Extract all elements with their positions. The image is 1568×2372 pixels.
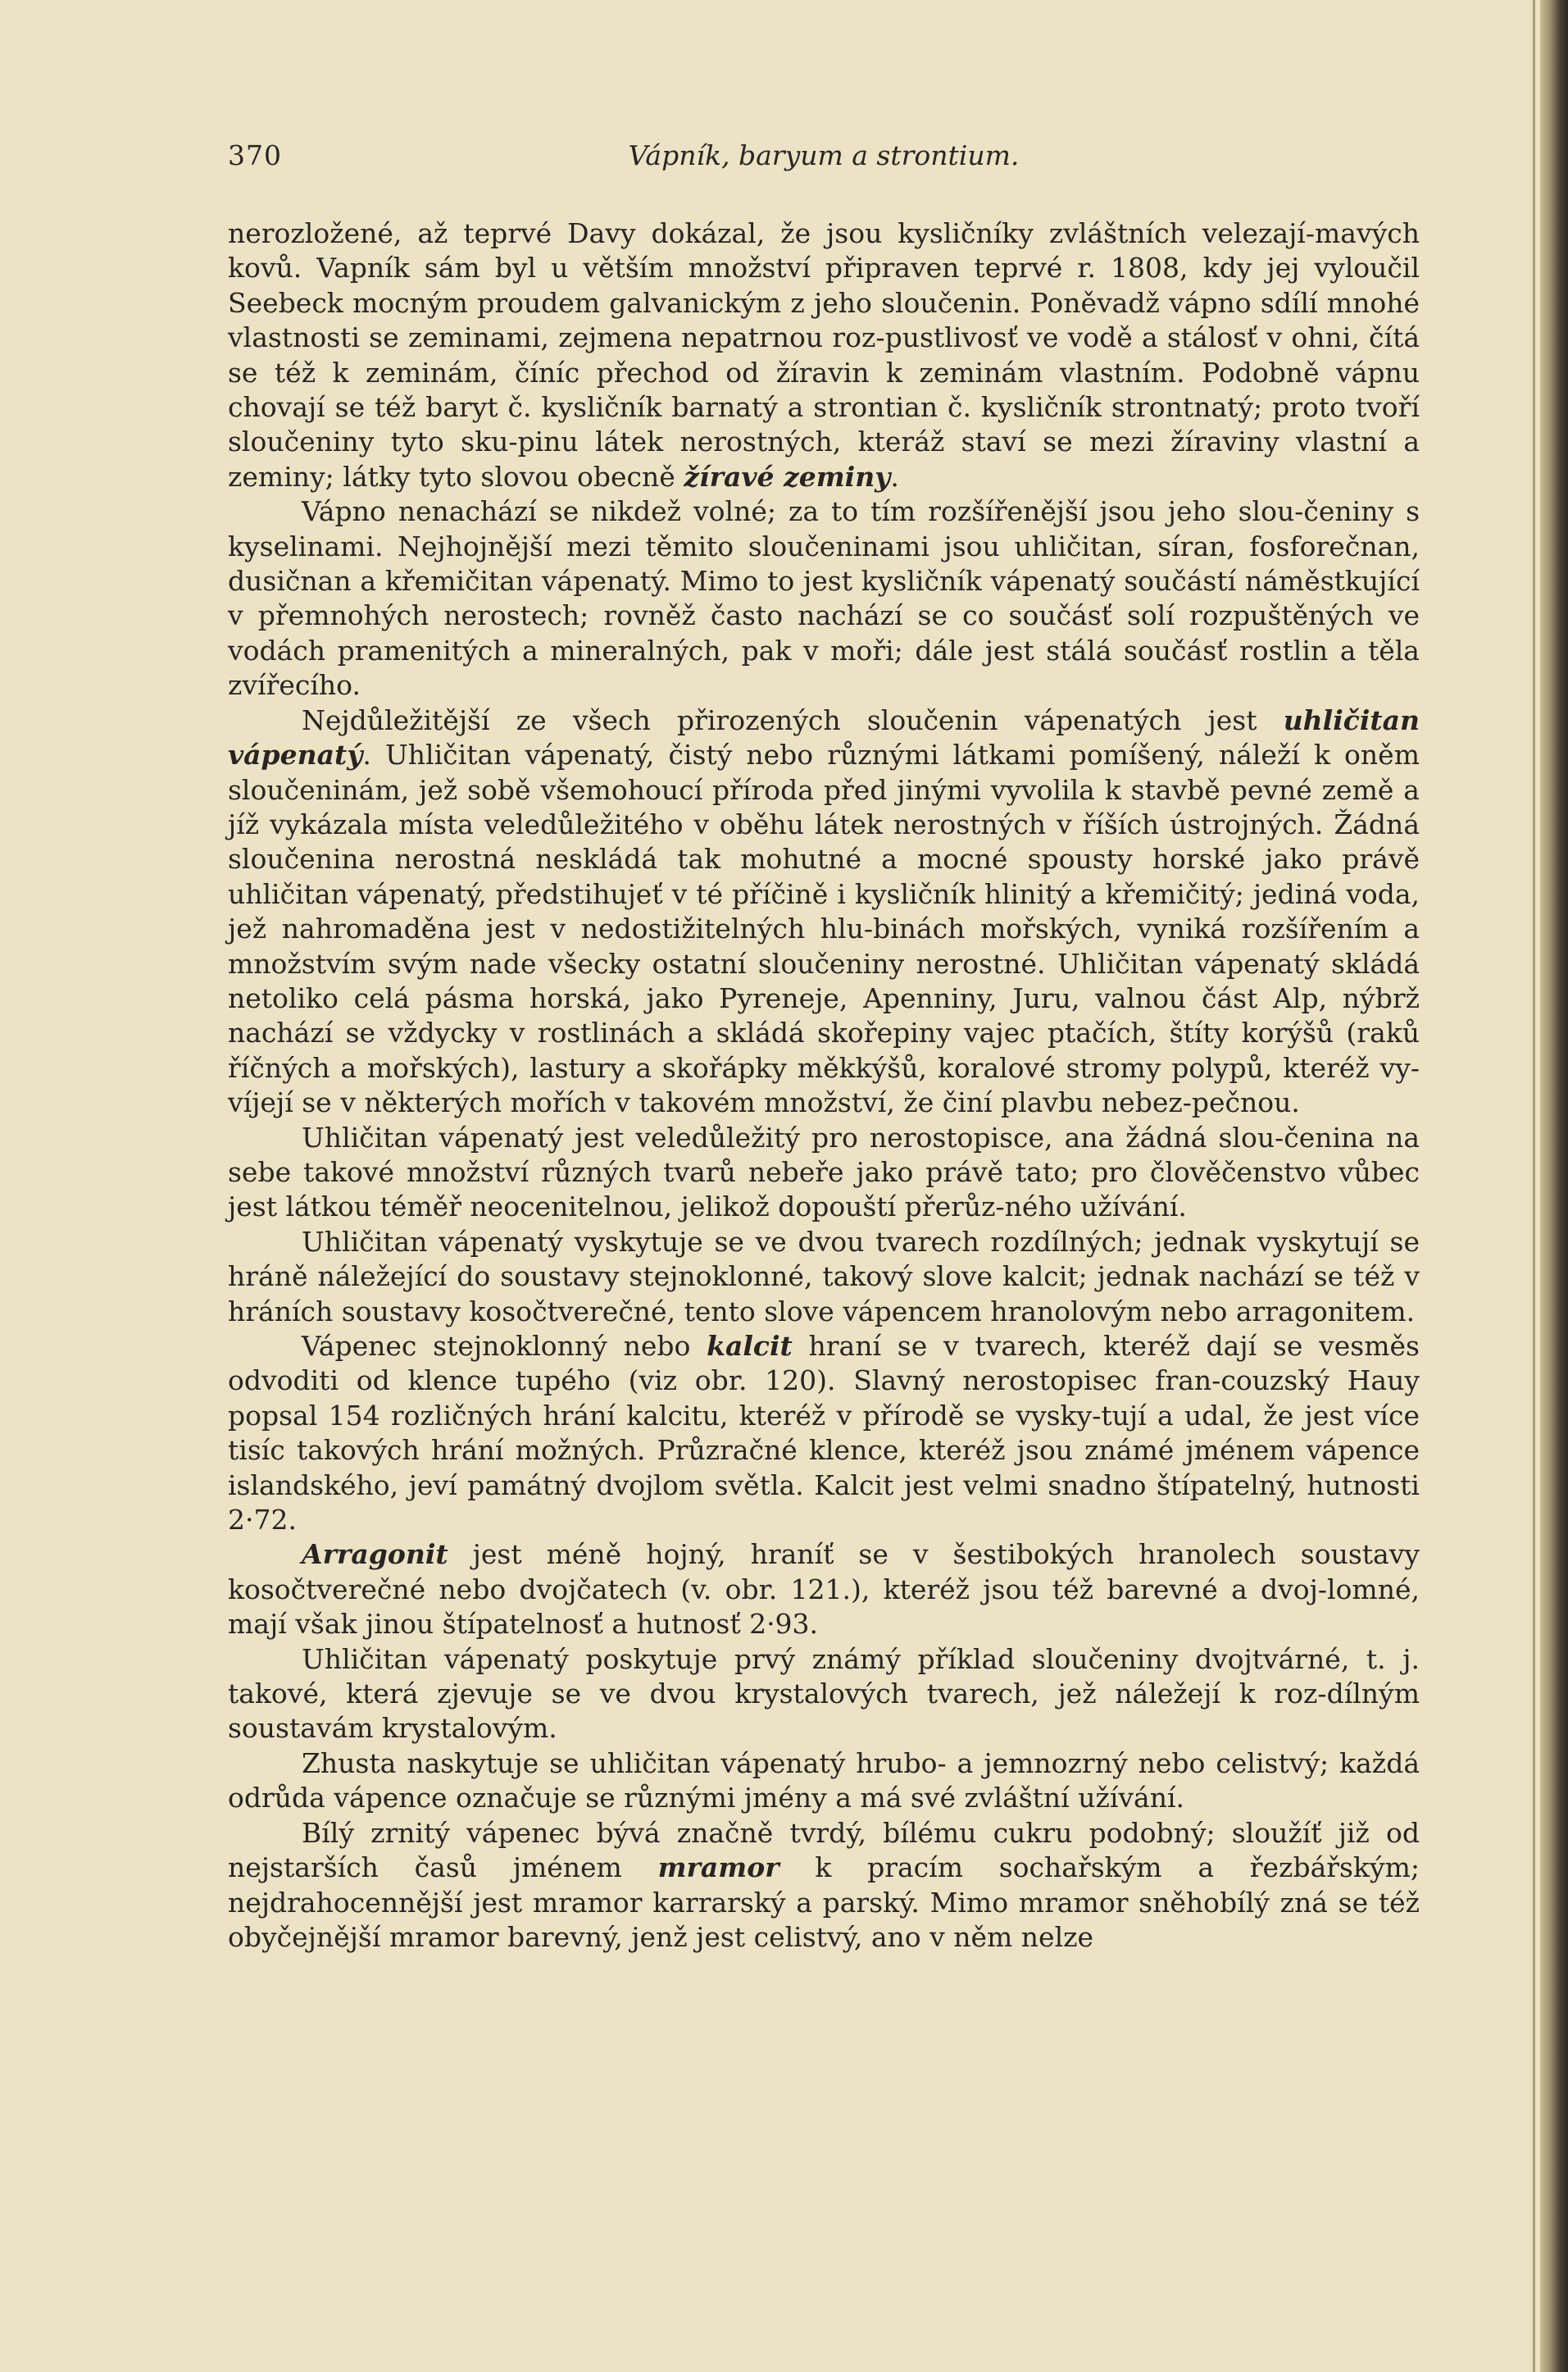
- text-run: Vápno nenachází se nikdež volné; za to tím rozšířenější jsou jeho slou-čeniny s kyselinami. Nejhojnější mezi těmito sloučeninami jsou uhličitan, síran, fosforečnan, dusičnan a křemičitan vápenatý. Mimo to jest kysličník vápenatý součástí náměstkující v přemnohých nerostech; rovněž často nachází se co součásť solí rozpuštěných ve vodách pramenitých a mineralných, pak v moři; dále jest stálá součásť rostlin a těla zvířecího.: [228, 495, 1420, 702]
- page-number: 370: [228, 139, 282, 171]
- text-run: .: [890, 460, 899, 493]
- term-italic: žíravé zeminy: [684, 460, 891, 493]
- paragraph-3: [228, 703, 1420, 1121]
- paragraph-6: [228, 1329, 1420, 1537]
- text-run: . Uhličitan vápenatý, čistý nebo různými látkami pomíšený, náleží k oněm sloučeninám, jež sobě všemohoucí příroda před jinými vyvolila k stavbě pevné země a jíž vykázala místa veledůležitého v oběhu látek nerostných v říších ústrojných. Žádná sloučenina nerostná neskládá tak mohutné a mocné spousty horské jako právě uhličitan vápenatý, předstihujeť v té příčině i kysličník hlinitý a křemičitý; jediná voda, jež nahromaděna jest v nedostižitelných hlu-binách mořských, vyniká rozšířením a množstvím svým nade všecky ostatní sloučeniny nerostné. Uhličitan vápenatý skládá netoliko celá pásma horská, jako Pyreneje, Apenniny, Juru, valnou část Alp, nýbrž nachází se vždycky v rostlinách a skládá skořepiny vajec ptačích, štíty korýšů (raků říčných a mořských), lastury a skořápky měkkýšů, koralové stromy polypů, kteréž vy-víjejí se v některých mořích v takovém množství, že činí plavbu nebez-pečnou.: [228, 739, 1420, 1119]
- binding-shadow-line: [1533, 0, 1535, 2372]
- term-italic: uhličitan vápenatý: [228, 703, 1420, 772]
- text-run: Uhličitan vápenatý poskytuje prvý známý příklad sloučeniny dvojtvárné, t. j. takové, která zjevuje se ve dvou krystalových tvarech, jež náležejí k roz-dílným soustavám krystalovým.: [228, 1642, 1420, 1745]
- paragraph-10: [228, 1816, 1420, 1955]
- paragraph-2: [228, 494, 1420, 703]
- paragraph-1: [228, 216, 1420, 494]
- binding-edge: [1540, 0, 1568, 2372]
- term-italic: Arragonit: [302, 1538, 448, 1571]
- text-run: Nejdůležitější ze všech přirozených sloučenin vápenatých jest: [302, 703, 1284, 736]
- paragraph-5: [228, 1225, 1420, 1329]
- running-title: Vápník, baryum a strontium.: [628, 139, 1020, 171]
- body-text: [228, 216, 1420, 1955]
- text-run: Uhličitan vápenatý vyskytuje se ve dvou tvarech rozdílných; jednak vyskytují se hráně náležející do soustavy stejnoklonné, takový slove kalcit; jednak nachází se též v hráních soustavy kosočtverečné, tento slove vápencem hranolovým nebo arragonitem.: [228, 1225, 1420, 1327]
- text-run: Uhličitan vápenatý jest veledůležitý pro nerostopisce, ana žádná slou-čenina na sebe takové množství různých tvarů nebeře jako právě tato; pro člověčenstvo vůbec jest látkou téměř neocenitelnou, jelikož dopouští přerůz-ného užívání.: [228, 1121, 1420, 1223]
- text-run: k pracím sochařským a řezbářským; nejdrahocennější jest mramor karrarský a parský. Mimo mramor sněhobílý zná se též obyčejnější mramor barevný, jenž jest celistvý, ano v něm nelze: [228, 1851, 1420, 1953]
- text-run: Vápenec stejnoklonný nebo: [302, 1330, 707, 1362]
- text-run: Bílý zrnitý vápenec bývá značně tvrdý, bílému cukru podobný; sloužíť již od nejstarších časů jménem: [228, 1816, 1420, 1884]
- text-run: Zhusta naskytuje se uhličitan vápenatý hrubo- a jemnozrný nebo celistvý; každá odrůda vápence označuje se různými jmény a má své zvláštní užívání.: [228, 1746, 1420, 1814]
- paragraph-4: [228, 1121, 1420, 1225]
- paragraph-8: [228, 1642, 1420, 1746]
- page-header: [228, 139, 1420, 189]
- paragraph-7: [228, 1537, 1420, 1641]
- text-run: hraní se v tvarech, kteréž dají se vesměs odvoditi od klence tupého (viz obr. 120). Slavný nerostopisec fran-couzský Hauy popsal 154 rozličných hrání kalcitu, kteréž v přírodě se vysky-tují a udal, že jest více tisíc takových hrání možných. Průzračné klence, kteréž jsou známé jménem vápence islandského, jeví památný dvojlom světla. Kalcit jest velmi snadno štípatelný, hutnosti 2·72.: [228, 1330, 1420, 1537]
- term-italic: kalcit: [707, 1330, 793, 1362]
- text-run: jest méně hojný, hraníť se v šestibokých hranolech soustavy kosočtverečné nebo dvojčatech (v. obr. 121.), kteréž jsou též barevné a dvoj-lomné, mají však jinou štípatelnosť a hutnosť 2·93.: [228, 1538, 1420, 1641]
- text-run: nerozložené, až teprvé Davy dokázal, že jsou kysličníky zvláštních velezají-mavých kovů. Vapník sám byl u větším množství připraven teprvé r. 1808, kdy jej vyloučil Seebeck mocným proudem galvanickým z jeho sloučenin. Poněvadž vápno sdílí mnohé vlastnosti se zeminami, zejmena nepatrnou roz-pustlivosť ve vodě a stálosť v ohni, čítá se též k zeminám, číníc přechod od žíravin k zeminám vlastním. Podobně vápnu chovají se též baryt č. kysličník barnatý a strontian č. kysličník strontnatý; proto tvoří sloučeniny tyto sku-pinu látek nerostných, kteráž staví se mezi žíraviny vlastní a zeminy; látky tyto slovou obecně: [228, 217, 1420, 493]
- paragraph-9: [228, 1746, 1420, 1816]
- term-italic: mramor: [657, 1851, 779, 1884]
